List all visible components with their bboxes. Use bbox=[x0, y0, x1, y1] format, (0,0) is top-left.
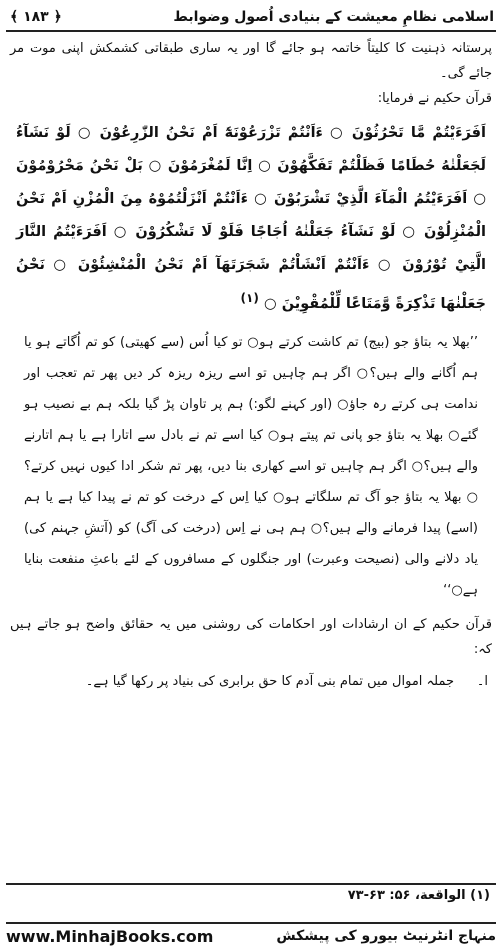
list-item bbox=[10, 670, 492, 694]
quran-text: اَفَرَءَيْتُمْ مَّا تَحْرُثُوْنَ ○ ءَاَنْتُمْ تَزْرَعُوْنَهٗٓ اَمْ نَحْنُ الزّٰرِعُوْنَ ○ لَوْ نَشَآءُ لَجَعَلْنٰهُ حُطَامًا فَظَلْتُمْ تَفَكَّهُوْنَ ○ اِنَّا لَمُغْرَمُوْنَ ○ بَلْ نَحْنُ مَحْرُوْمُوْنَ ○ اَفَرَءَيْتُمُ الْمَآءَ الَّذِيْ تَشْرَبُوْنَ ○ ءَاَنْتُمْ اَنْزَلْتُمُوْهُ مِنَ الْمُزْنِ اَمْ نَحْنُ الْمُنْزِلُوْنَ ○ لَوْ نَشَآءُ جَعَلْنٰهُ اُجَاجًا فَلَوْ لَا تَشْكُرُوْنَ ○ اَفَرَءَيْتُمُ النَّارَ الَّتِيْ تُوْرُوْنَ ○ ءَاَنْتُمْ اَنْشَاْتُمْ شَجَرَتَهَآ اَمْ نَحْنُ الْمُنْشِئُوْنَ ○ نَحْنُ جَعَلْنٰهَا تَذْكِرَةً وَّمَتَاعًا لِّلْمُقْوِيْنَ ○ bbox=[16, 125, 486, 312]
conclusion-paragraph: قرآن حکیم کے ان ارشادات اور احکامات کی روشنی میں یہ حقائق واضح ہو جاتے ہیں کہ: bbox=[10, 616, 492, 657]
quran-verses bbox=[16, 117, 486, 321]
page-body bbox=[10, 36, 492, 694]
running-title: اسلامی نظامِ معیشت کے بنیادی اُصول وضوابط bbox=[173, 9, 494, 25]
quran-said-label: قرآن حکیم نے فرمایا: bbox=[377, 91, 492, 106]
website-link[interactable]: www.MinhajBooks.com bbox=[6, 926, 214, 946]
intro-line: پرستانہ ذہنیت کا کلیتاً خاتمہ ہو جائے گا اور یہ ساری طبقاتی کشمکش اپنی موت مر جائے گی۔ bbox=[10, 41, 492, 81]
list-item-text: جملہ اموال میں تمام بنی آدم کا حق برابری کی بنیاد پر رکھا گیا ہے۔ bbox=[85, 673, 454, 689]
footnote-divider bbox=[6, 883, 496, 885]
list-item-number: ا۔ bbox=[476, 673, 488, 689]
page-header bbox=[6, 4, 496, 32]
footnote-marker: (۱) bbox=[240, 291, 259, 305]
page-number: ﴿ ۱۸۳ ﴾ bbox=[10, 9, 62, 25]
publisher-credit: منہاج انٹرنیٹ بیورو کی پیشکش bbox=[276, 928, 496, 944]
footnote: (۱) الواقعة، ۵۶: ۶۳-۷۳ bbox=[347, 888, 490, 903]
verse-translation: ’’بھلا یہ بتاؤ جو (بیج) تم کاشت کرتے ہو○ تو کیا اُس (سے کھیتی) کو تم اُگاتے ہو یا ہم اُگانے والے ہیں؟○ اگر ہم چاہیں تو اسے ریزہ ریزہ کر دیں پھر تم تعجب اور ندامت ہی کرتے رہ جاؤ○ (اور کہنے لگو:) ہم پر تاوان پڑ گیا بلکہ ہم بے نصیب ہو گئے○ بھلا یہ بتاؤ جو پانی تم پیتے ہو○ کیا اسے تم نے بادل سے اتارا ہے یا ہم اتارنے والے ہیں؟○ اگر ہم چاہیں تو اسے کھاری بنا دیں، پھر تم شکر ادا کیوں نہیں کرتے؟○ بھلا یہ بتاؤ جو آگ تم سلگاتے ہو○ کیا اِس کے درخت کو تم نے پیدا کیا ہے یا ہم (اسے) پیدا فرمانے والے ہیں؟○ ہم ہی نے اِس (درخت کی آگ) کو (آتشِ جہنم کی) یاد دلانے والی (نصیحت وعبرت) اور جنگلوں کے مسافروں کے لئے باعثِ منفعت بنایا ہے○‘‘ bbox=[24, 334, 478, 598]
page-footer bbox=[6, 922, 496, 948]
